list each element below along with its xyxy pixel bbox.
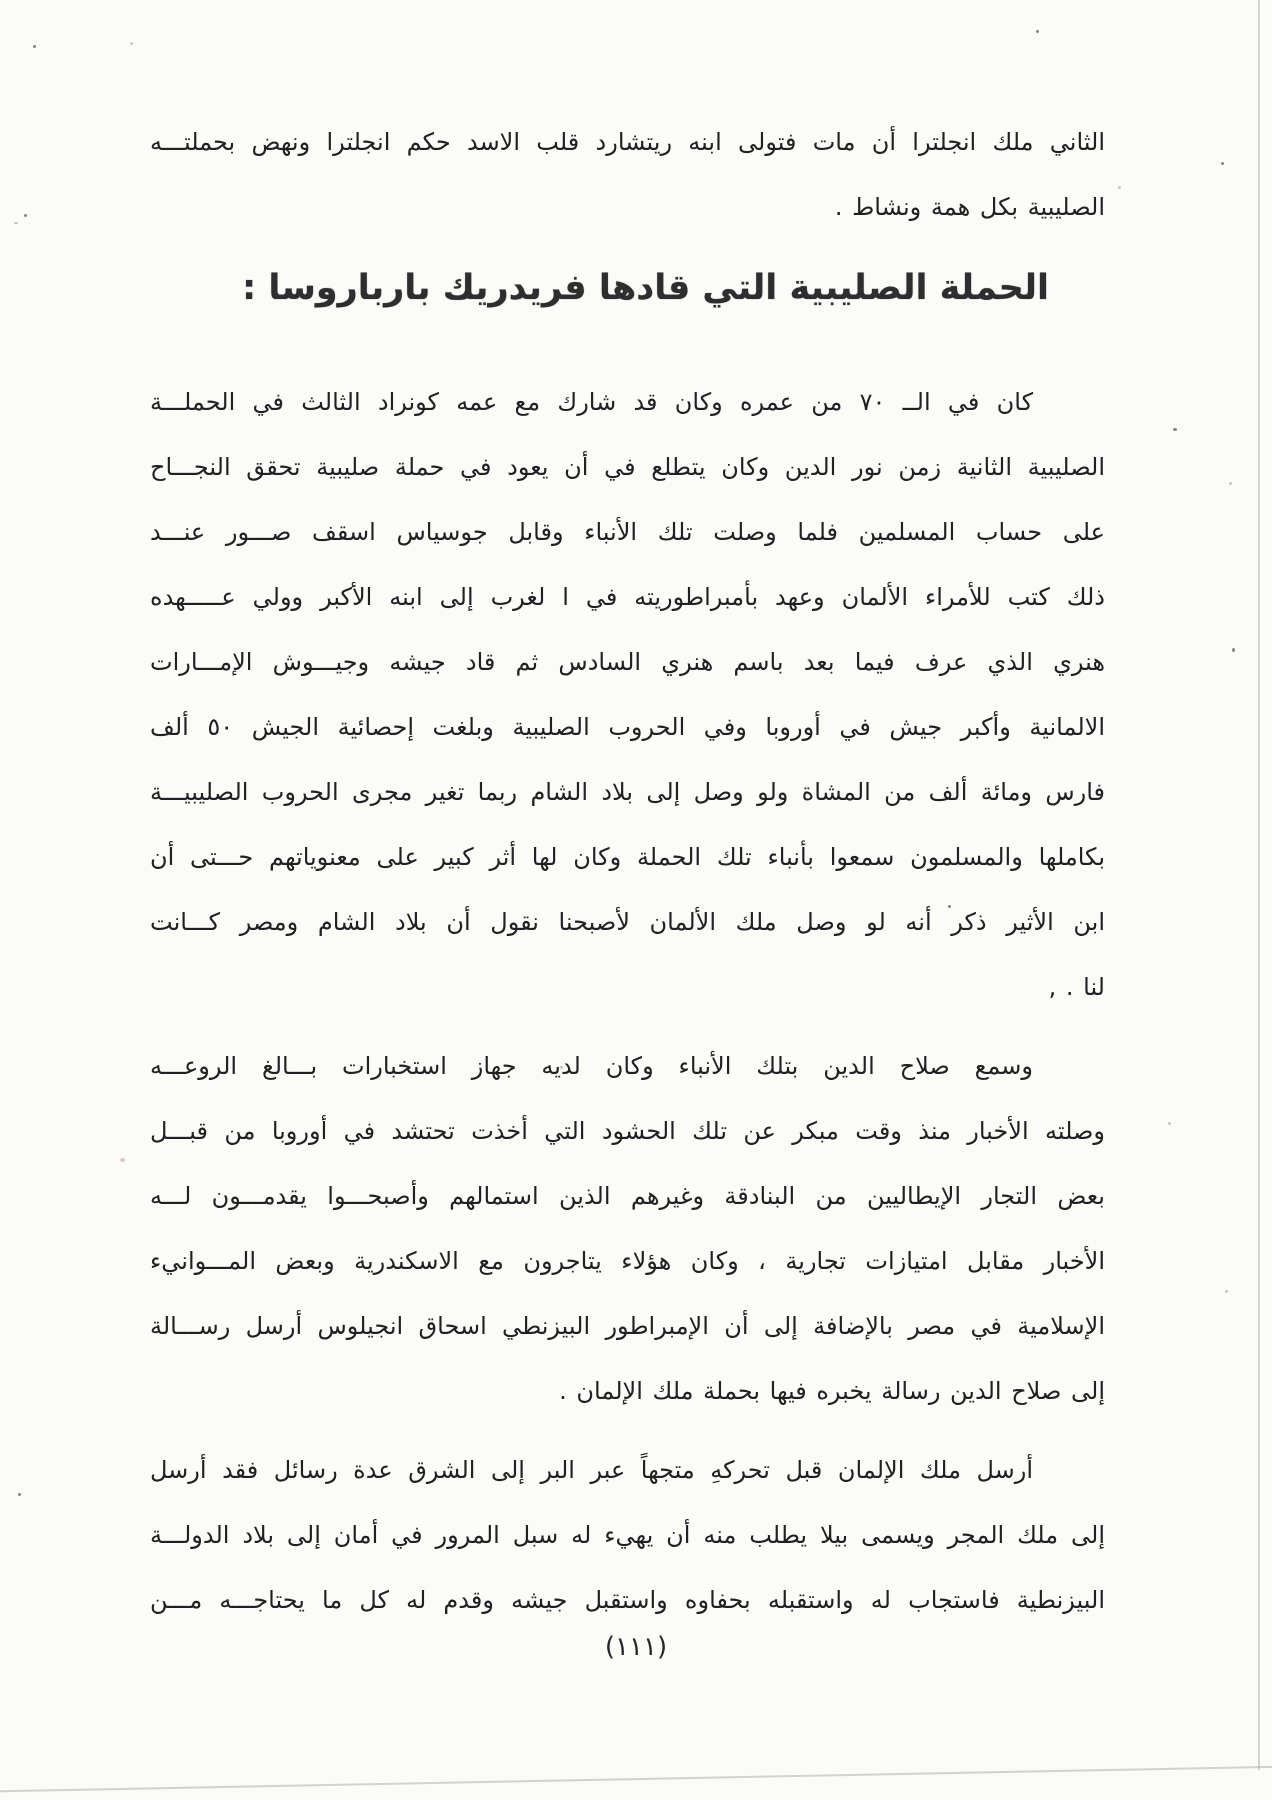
text-line: لنا . , [1048,973,1105,1001]
text-column [150,110,1105,1647]
scan-speck [1225,1290,1228,1293]
scan-edge-bottom [0,1765,1272,1792]
text-line: فارس ومائة ألف من المشاة ولو وصل إلى بلاد الشام ربما تغير مجرى الحروب الصليبيـــة [150,778,1105,806]
scan-speck [130,42,133,45]
scan-speck [1221,162,1224,165]
scan-speck [1036,30,1039,33]
paragraph [150,370,1105,1020]
text-line: هنري الذي عرف فيما بعد باسم هنري السادس ثم قاد جيشه وجيـــوش الإمـــارات [150,648,1105,676]
scan-speck [1229,482,1232,485]
scan-speck [1232,648,1235,652]
text-line: ابن الأثير ذكر أنه لو وصل ملك الألمان لأصبحنا نقول أن بلاد الشام ومصر كـــانت [150,908,1105,936]
scan-edge-right [1258,0,1260,1770]
text-line: على حساب المسلمين فلما وصلت تلك الأنباء وقابل جوسياس اسقف صـــور عنـــد [150,518,1105,546]
text-line: الأخبار مقابل امتيازات تجارية ، وكان هؤلاء يتاجرون مع الاسكندرية وبعض المـــوانيء [150,1247,1105,1275]
text-line: أرسل ملك الإلمان قبل تحركهِ متجهاً عبر البر إلى الشرق عدة رسائل فقد أرسل [150,1456,1033,1484]
text-line: وصلته الأخبار منذ وقت مبكر عن تلك الحشود التي أخذت تحتشد في أوروبا من قبـــل [150,1117,1105,1145]
scan-speck [24,214,27,217]
text-line: الصليبية بكل همة ونشاط . [834,193,1105,221]
text-line: كان في الــ ٧٠ من عمره وكان قد شارك مع عمه كونراد الثالث في الحملـــة [150,388,1033,416]
scan-speck [14,222,18,224]
scan-speck [1168,1122,1171,1125]
scan-speck [560,1066,563,1069]
text-line: الالمانية وأكبر جيش في أوروبا وفي الحروب الصليبية وبلغت إحصائية الجيش ٥٠ ألف [150,713,1105,741]
scan-speck [33,45,36,48]
paragraph [150,1438,1105,1633]
text-line: إلى صلاح الدين رسالة يخبره فيها بحملة ملك الإلمان . [559,1377,1105,1405]
scan-speck [1173,428,1177,431]
paragraph [150,110,1105,240]
scan-speck [1118,186,1121,189]
text-line: بكاملها والمسلمون سمعوا بأنباء تلك الحملة وكان لها أثر كبير على معنوياتهم حـــتى أن [150,843,1105,871]
text-line: بعض التجار الإيطاليين من البنادقة وغيرهم الذين استمالهم وأصبحـــوا يقدمـــون لـــه [150,1182,1105,1210]
text-line: الصليبية الثانية زمن نور الدين وكان يتطلع في أن يعود في حملة صليبية تحقق النجـــاح [150,453,1105,481]
intro-continuation-paragraphs [150,110,1105,240]
scan-speck [120,1158,125,1162]
text-line: إلى ملك المجر ويسمى بيلا يطلب منه أن يهيء له سبل المرور في أمان إلى بلاد الدولـــة [150,1521,1105,1549]
text-line: الإسلامية في مصر بالإضافة إلى أن الإمبراطور البيزنطي اسحاق انجيلوس أرسل رســـالة [150,1312,1105,1340]
paragraph [150,1034,1105,1424]
scan-speck [948,905,951,908]
text-line: البيزنطية فاستجاب له واستقبله بحفاوه واستقبل جيشه وقدم له كل ما يحتاجـــه مـــن [150,1586,1105,1614]
text-line: ذلك كتب للأمراء الألمان وعهد بأمبراطوريته في ا لغرب إلى ابنه الأكبر وولي عـــــهده [150,583,1105,611]
text-line: وسمع صلاح الدين بتلك الأنباء وكان لديه جهاز استخبارات بـــالغ الروعـــه [150,1052,1033,1080]
body-paragraphs [150,370,1105,1633]
page-number: (١١١) [604,1632,668,1662]
section-heading: الحملة الصليبية التي قادها فريدريك بارباروسا : [242,268,1049,308]
scan-speck [18,1493,21,1496]
text-line: الثاني ملك انجلترا أن مات فتولى ابنه ريتشارد قلب الاسد حكم انجلترا ونهض بحملتـــه [150,128,1105,156]
